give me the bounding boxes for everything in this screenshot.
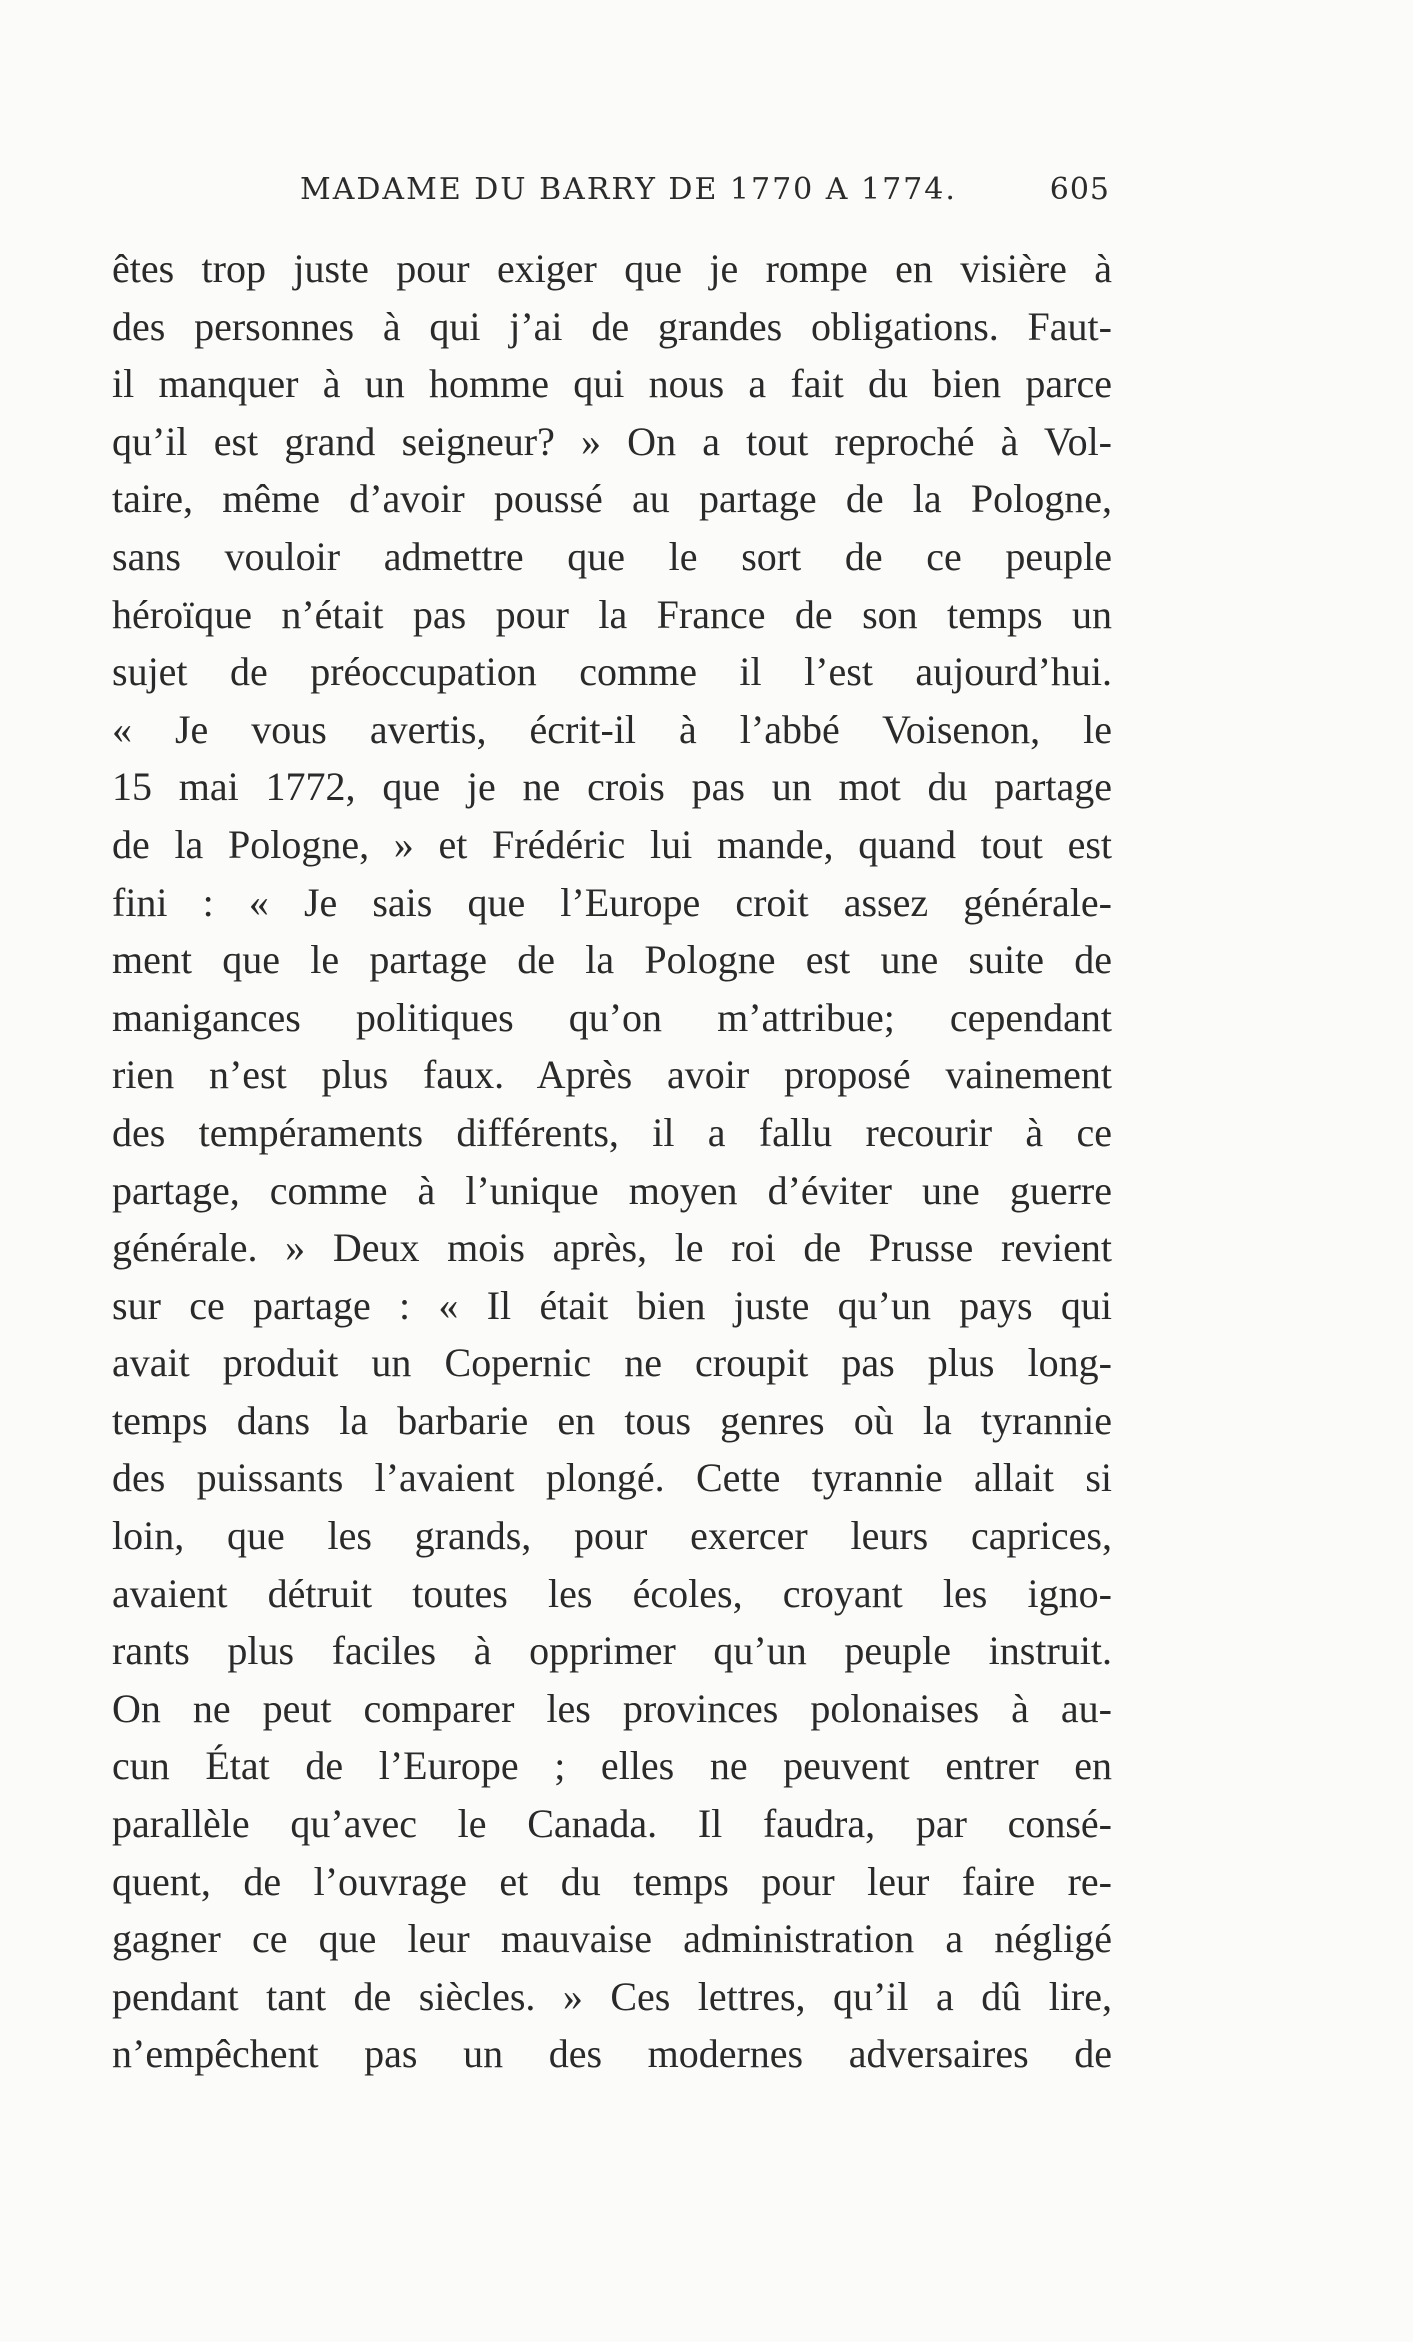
text-line: gagner ce que leur mauvaise administration a négligé bbox=[112, 1916, 1112, 1962]
body-text bbox=[112, 240, 1112, 2083]
text-line: rien n’est plus faux. Après avoir proposé vainement bbox=[112, 1052, 1112, 1098]
text-line: cun État de l’Europe ; elles ne peuvent entrer en bbox=[112, 1743, 1112, 1789]
text-line: des personnes à qui j’ai de grandes obligations. Faut- bbox=[112, 303, 1112, 349]
text-line: partage, comme à l’unique moyen d’éviter une guerre bbox=[112, 1167, 1112, 1213]
text-line: parallèle qu’avec le Canada. Il faudra, par consé- bbox=[112, 1801, 1112, 1847]
text-line: avait produit un Copernic ne croupit pas plus long- bbox=[112, 1340, 1112, 1386]
text-line: avaient détruit toutes les écoles, croyant les igno- bbox=[112, 1570, 1112, 1616]
text-line: des puissants l’avaient plongé. Cette tyrannie allait si bbox=[112, 1455, 1112, 1501]
text-line: rants plus faciles à opprimer qu’un peuple instruit. bbox=[112, 1628, 1112, 1674]
text-line: taire, même d’avoir poussé au partage de la Pologne, bbox=[112, 476, 1112, 522]
page-number: 605 bbox=[1049, 172, 1110, 207]
text-line: « Je vous avertis, écrit-il à l’abbé Voisenon, le bbox=[112, 706, 1112, 752]
text-line: n’empêchent pas un des modernes adversaires de bbox=[112, 2031, 1112, 2077]
text-line: temps dans la barbarie en tous genres où la tyrannie bbox=[112, 1397, 1112, 1443]
text-line: êtes trop juste pour exiger que je rompe en visière à bbox=[112, 246, 1112, 291]
text-line: générale. » Deux mois après, le roi de Prusse revient bbox=[112, 1225, 1112, 1271]
text-line: il manquer à un homme qui nous a fait du bien parce bbox=[112, 361, 1112, 407]
text-line: de la Pologne, » et Frédéric lui mande, quand tout est bbox=[112, 821, 1112, 867]
text-line: manigances politiques qu’on m’attribue; cependant bbox=[112, 994, 1112, 1040]
text-line: ment que le partage de la Pologne est une suite de bbox=[112, 937, 1112, 983]
text-line: sans vouloir admettre que le sort de ce peuple bbox=[112, 533, 1112, 579]
text-line: fini : « Je sais que l’Europe croit assez générale- bbox=[112, 879, 1112, 925]
text-line: quent, de l’ouvrage et du temps pour leur faire re- bbox=[112, 1858, 1112, 1904]
text-line: des tempéraments différents, il a fallu recourir à ce bbox=[112, 1109, 1112, 1155]
text-line: pendant tant de siècles. » Ces lettres, qu’il a dû lire, bbox=[112, 1973, 1112, 2019]
running-head bbox=[300, 172, 1110, 216]
text-line: héroïque n’était pas pour la France de son temps un bbox=[112, 591, 1112, 637]
running-title: MADAME DU BARRY DE 1770 A 1774. bbox=[300, 172, 957, 207]
text-line: sur ce partage : « Il était bien juste qu’un pays qui bbox=[112, 1282, 1112, 1328]
text-line: On ne peut comparer les provinces polonaises à au- bbox=[112, 1685, 1112, 1731]
text-line: 15 mai 1772, que je ne crois pas un mot du partage bbox=[112, 764, 1112, 810]
text-line: qu’il est grand seigneur? » On a tout reproché à Vol- bbox=[112, 418, 1112, 464]
text-line: loin, que les grands, pour exercer leurs caprices, bbox=[112, 1513, 1112, 1559]
text-line: sujet de préoccupation comme il l’est aujourd’hui. bbox=[112, 649, 1112, 695]
